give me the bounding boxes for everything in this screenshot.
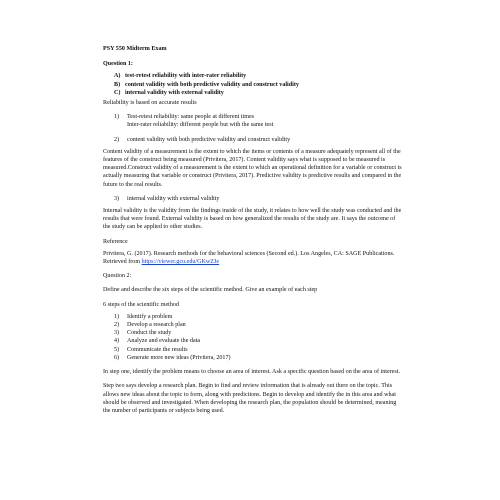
paragraph-step-two: Step two says develop a research plan. Begin to find and review information that is already out there on the topic. This allows new ideas about the topic to form, along with predictions. Begin to develop and identify the in this area and what should be observed and investigated. When developing the research plan, the population should be determined, meaning the number of participants or subjects being used. — [103, 383, 397, 414]
answer-item-2 — [103, 136, 403, 144]
step-text: Conduct the study — [127, 330, 172, 337]
answer-item-subline: Inter-rater reliability: different people but with the same test — [127, 122, 274, 129]
step-number: 4) — [114, 338, 120, 345]
option-text: content validity with both predictive validity and construct validity — [125, 81, 299, 88]
steps-intro: 6 steps of the scientific method — [103, 301, 179, 308]
question-1-heading: Question 1: — [103, 61, 133, 68]
option-label: B) — [114, 81, 121, 88]
reference-text: Privitera, G. (2017). Research methods for the behavioral sciences (Second ed.). Los Angeles, CA: SAGE Publications. Retrieved from — [103, 250, 395, 266]
list-item — [114, 337, 403, 345]
answer-item-text: Test-retest reliability: same people at different times — [127, 114, 255, 121]
step-number: 2) — [114, 322, 120, 329]
list-item — [114, 329, 403, 337]
answer-item-number: 3) — [114, 195, 120, 202]
step-text: Analyze and evaluate the data — [127, 338, 201, 345]
question-2-prompt: Define and describe the six steps of the scientific method. Give an example of each step — [103, 287, 318, 294]
doc-title: PSY 550 Midterm Exam — [103, 46, 167, 52]
step-number: 5) — [114, 346, 120, 353]
paragraph-content-validity: Content validity of a measurement is the extent to which the items or contents of a measure adequately represent all of the features of the construct being measured (Privitera, 2017). Content validity says what is supposed to be measured is measured.Construct validity of a measurement is the extent to which an operational definition for a variable or construct is actually measuring that variable or construct (Privitera, 2017). Predictive validity is predictive results and compared in the future to the real results. — [103, 148, 402, 188]
reference-entry — [103, 250, 403, 266]
option-text: internal validity with external validity — [125, 89, 224, 96]
answer-item-number: 2) — [114, 136, 120, 143]
option-a — [114, 72, 403, 80]
step-text: Communicate the results — [127, 346, 188, 353]
option-label: A) — [114, 73, 121, 80]
list-item — [114, 321, 403, 329]
question-2-heading: Question 2: — [103, 273, 132, 280]
step-text: Identify a problem — [127, 313, 173, 320]
list-item — [114, 346, 403, 354]
option-label: C) — [114, 89, 121, 96]
reliability-intro: Reliability is based on accurate results — [103, 100, 197, 107]
paragraph-internal-validity: Internal validity is the validity from the findings inside of the study, it relates to how well the study was conducted and the results that were found. External validity is based on how generalized the results of the study are. It says the outcome of the study can be applied to other studies. — [103, 208, 402, 231]
reference-label: Reference — [103, 238, 128, 245]
paragraph-step-one: In step one, identify the problem means to choose an area of interest. Ask a specific question based on the area of interest. — [103, 369, 400, 376]
answer-item-3-row — [114, 195, 403, 203]
answer-item-number: 1) — [114, 114, 120, 121]
step-number: 3) — [114, 330, 120, 337]
list-item — [114, 313, 403, 321]
option-b — [114, 81, 403, 89]
answer-item-2-row — [114, 136, 403, 144]
list-item — [114, 354, 403, 362]
answer-item-text: internal validity with external validity — [127, 195, 220, 202]
step-number: 1) — [114, 313, 120, 320]
document-body — [103, 45, 403, 421]
answer-item-1 — [103, 113, 403, 129]
option-text: test-retest reliability with inter-rater reliability — [125, 73, 247, 80]
step-text: Develop a research plan — [127, 322, 186, 329]
answer-item-1-row — [114, 113, 403, 121]
option-c — [114, 89, 403, 97]
step-text: Generate more new ideas (Privitera, 2017) — [127, 354, 231, 361]
answer-item-text: content validity with both predictive validity and construct validity — [127, 136, 291, 143]
question-1-options — [103, 72, 403, 97]
steps-list — [103, 313, 403, 362]
reference-link[interactable]: https://viewer.gcu.edu/GKwZJe — [141, 259, 220, 266]
step-number: 6) — [114, 354, 120, 361]
answer-item-3 — [103, 195, 403, 203]
